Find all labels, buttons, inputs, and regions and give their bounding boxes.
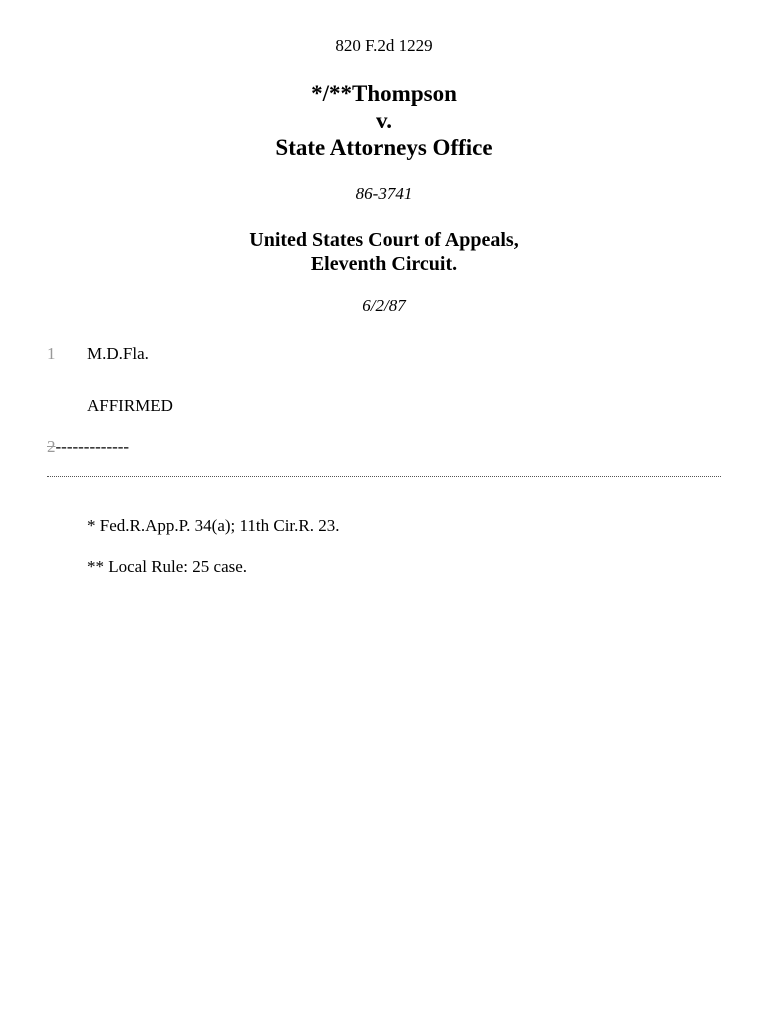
docket-number: 86-3741 xyxy=(355,184,413,203)
disposition: AFFIRMED xyxy=(87,396,173,415)
title-petitioner: */**Thompson xyxy=(311,81,457,106)
footnote-item: * Fed.R.App.P. 34(a); 11th Cir.R. 23. xyxy=(87,516,340,535)
footnote-number-link[interactable]: 2 xyxy=(47,437,56,456)
title-respondent: State Attorneys Office xyxy=(275,135,493,160)
case-citation: 820 F.2d 1229 xyxy=(335,36,433,55)
title-versus: v. xyxy=(376,108,392,133)
case-title xyxy=(0,80,768,161)
decision-date: 6/2/87 xyxy=(362,296,406,315)
paragraph-text: M.D.Fla. xyxy=(87,344,149,363)
court-name xyxy=(0,228,768,276)
court-name-line-2: Eleventh Circuit. xyxy=(310,253,458,275)
court-name-line-1: United States Court of Appeals, xyxy=(249,229,519,251)
paragraph-number-link[interactable]: 1 xyxy=(47,344,56,363)
footnote-divider xyxy=(47,476,721,477)
footnote-dashes: ------------- xyxy=(55,437,130,456)
footnote-item: ** Local Rule: 25 case. xyxy=(87,557,248,576)
footnote-separator-marker xyxy=(47,437,129,457)
